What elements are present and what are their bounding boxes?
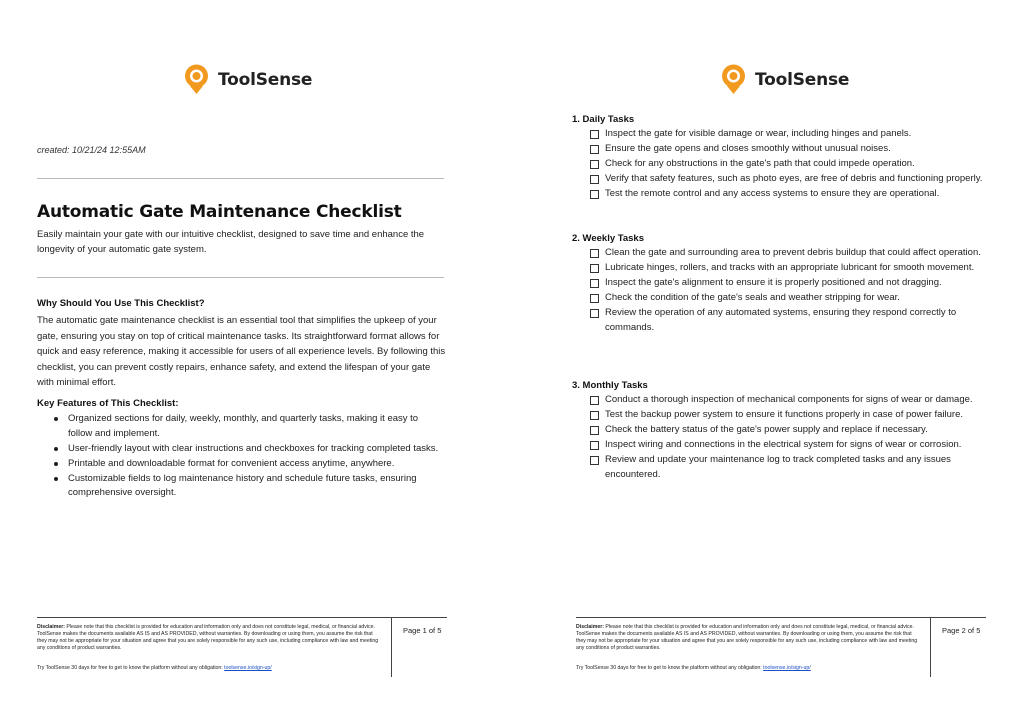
list-item <box>52 472 442 501</box>
task-text: Inspect the gate for visible damage or wear, including hinges and panels. <box>605 128 912 139</box>
checklist-item[interactable] <box>590 157 986 172</box>
why-heading: Why Should You Use This Checklist? <box>37 298 205 309</box>
feature-text: Customizable fields to log maintenance history and schedule future tasks, ensuring comprehensive oversight. <box>68 472 417 498</box>
brand-name: ToolSense <box>218 69 313 90</box>
section-heading-daily: 1. Daily Tasks <box>572 114 635 125</box>
created-timestamp: created: 10/21/24 12:55AM <box>37 145 146 155</box>
disclaimer <box>576 624 921 652</box>
checkbox[interactable] <box>590 396 599 405</box>
checklist-item[interactable] <box>590 423 986 438</box>
checklist-item[interactable] <box>590 142 986 157</box>
checkbox[interactable] <box>590 411 599 420</box>
section-heading-monthly: 3. Monthly Tasks <box>572 380 648 391</box>
task-text: Lubricate hinges, rollers, and tracks with an appropriate lubricant for smooth movement. <box>605 261 975 273</box>
task-text: Check the condition of the gate's seals and weather stripping for wear. <box>605 291 900 303</box>
monthly-task-list <box>590 393 986 483</box>
task-text: Check for any obstructions in the gate's path that could impede operation. <box>605 157 915 169</box>
checklist-item[interactable] <box>590 246 986 261</box>
disclaimer-text: Please note that this checklist is provided for education and information only and does not constitute legal, medical, or financial advice. ToolSense makes the documents available AS IS and AS PROVIDED, without warranties. By downloading or using them, you assume the risk that they may not be appropriate for your situation and agree that you are solely responsible for any such use, including compliance with law and meeting any conditions of product warranties. <box>576 624 918 651</box>
feature-text: Printable and downloadable format for convenient access anytime, anywhere. <box>68 457 395 469</box>
checkbox[interactable] <box>590 456 599 465</box>
trial-text: Try ToolSense 30 days for free to get to know the platform without any obligation: <box>576 665 764 671</box>
checklist-item[interactable] <box>590 453 986 482</box>
document-page-2 <box>512 0 1024 721</box>
location-pin-icon <box>720 64 747 95</box>
task-text: Check the battery status of the gate's power supply and replace if necessary. <box>605 423 928 435</box>
disclaimer <box>37 624 382 652</box>
checkbox[interactable] <box>590 264 599 273</box>
checklist-item[interactable] <box>590 291 986 306</box>
trial-text: Try ToolSense 30 days for free to get to know the platform without any obligation: <box>37 665 225 671</box>
page-footer <box>37 617 447 677</box>
checkbox[interactable] <box>590 160 599 169</box>
task-text: Review the operation of any automated systems, ensuring they respond correctly to commands. <box>605 306 957 333</box>
bullet <box>54 477 58 481</box>
features-list <box>52 412 442 501</box>
trial-note <box>576 665 926 671</box>
list-item <box>52 457 442 472</box>
checklist-item[interactable] <box>590 306 986 335</box>
bullet <box>54 462 58 466</box>
checklist-item[interactable] <box>590 261 986 276</box>
task-text: Inspect wiring and connections in the electrical system for signs of wear or corrosion. <box>605 438 962 450</box>
checkbox[interactable] <box>590 249 599 258</box>
list-item <box>52 442 442 457</box>
checkbox[interactable] <box>590 426 599 435</box>
checklist-item[interactable] <box>590 393 986 408</box>
brand-name: ToolSense <box>755 69 850 90</box>
task-text: Conduct a thorough inspection of mechanical components for signs of wear or damage. <box>605 394 973 405</box>
location-pin-icon <box>183 64 210 95</box>
task-text: Verify that safety features, such as photo eyes, are free of debris and functioning properly. <box>605 172 983 184</box>
trial-note <box>37 665 387 671</box>
page-title: Automatic Gate Maintenance Checklist <box>37 202 402 222</box>
weekly-task-list <box>590 246 986 336</box>
bullet <box>54 447 58 451</box>
checkbox[interactable] <box>590 130 599 139</box>
checklist-item[interactable] <box>590 408 986 423</box>
checkbox[interactable] <box>590 175 599 184</box>
signup-link[interactable]: toolsense.io/sign-up/ <box>224 665 272 671</box>
why-text: The automatic gate maintenance checklist is an essential tool that simplifies the upkeep of your gate, ensuring you stay on top of critical maintenance tasks. Its straightforward format allows for quick and easy reference, making it accessible for users of all experience levels. By following this checklist, you can prevent costly repairs, enhance safety, and extend the lifespan of your gate with minimal effort. <box>37 315 446 388</box>
bullet <box>54 417 58 421</box>
feature-text: User-friendly layout with clear instructions and checkboxes for tracking completed tasks. <box>68 442 439 454</box>
intro-text: Easily maintain your gate with our intuitive checklist, designed to save time and enhance the longevity of your automatic gate system. <box>37 229 425 255</box>
checklist-item[interactable] <box>590 276 986 291</box>
task-text: Inspect the gate's alignment to ensure it is properly positioned and not dragging. <box>605 276 942 288</box>
toolsense-logo <box>183 64 312 95</box>
disclaimer-label: Disclaimer: <box>576 624 604 630</box>
feature-text: Organized sections for daily, weekly, monthly, and quarterly tasks, making it easy to follow and implement. <box>68 413 419 439</box>
disclaimer-label: Disclaimer: <box>37 624 65 630</box>
divider <box>37 277 444 278</box>
divider <box>37 178 444 179</box>
checklist-item[interactable] <box>590 187 986 202</box>
checkbox[interactable] <box>590 279 599 288</box>
features-heading: Key Features of This Checklist: <box>37 398 179 409</box>
disclaimer-text: Please note that this checklist is provided for education and information only and does not constitute legal, medical, or financial advice. ToolSense makes the documents available AS IS and AS PROVIDED, without warranties. By downloading or using them, you assume the risk that they may not be appropriate for your situation and agree that you are solely responsible for any such use, including compliance with law and meeting any conditions of product warranties. <box>37 624 379 651</box>
page-number: Page 1 of 5 <box>403 626 442 635</box>
checkbox[interactable] <box>590 294 599 303</box>
checklist-item[interactable] <box>590 127 986 142</box>
section-heading-weekly: 2. Weekly Tasks <box>572 233 645 244</box>
checkbox[interactable] <box>590 441 599 450</box>
checklist-item[interactable] <box>590 438 986 453</box>
checkbox[interactable] <box>590 190 599 199</box>
task-text: Clean the gate and surrounding area to prevent debris buildup that could affect operation. <box>605 247 981 258</box>
checkbox[interactable] <box>590 145 599 154</box>
list-item <box>52 412 442 441</box>
checklist-item[interactable] <box>590 172 986 187</box>
toolsense-logo <box>720 64 849 95</box>
signup-link[interactable]: toolsense.io/sign-up/ <box>763 665 811 671</box>
footer-divider <box>930 618 931 677</box>
checkbox[interactable] <box>590 309 599 318</box>
task-text: Review and update your maintenance log to track completed tasks and any issues encountered. <box>605 453 951 480</box>
daily-task-list <box>590 127 986 202</box>
page-footer <box>576 617 986 677</box>
task-text: Ensure the gate opens and closes smoothly without unusual noises. <box>605 142 891 154</box>
page-number: Page 2 of 5 <box>942 626 981 635</box>
task-text: Test the backup power system to ensure it functions properly in case of power failure. <box>605 408 964 420</box>
task-text: Test the remote control and any access systems to ensure they are operational. <box>605 187 940 199</box>
footer-divider <box>391 618 392 677</box>
